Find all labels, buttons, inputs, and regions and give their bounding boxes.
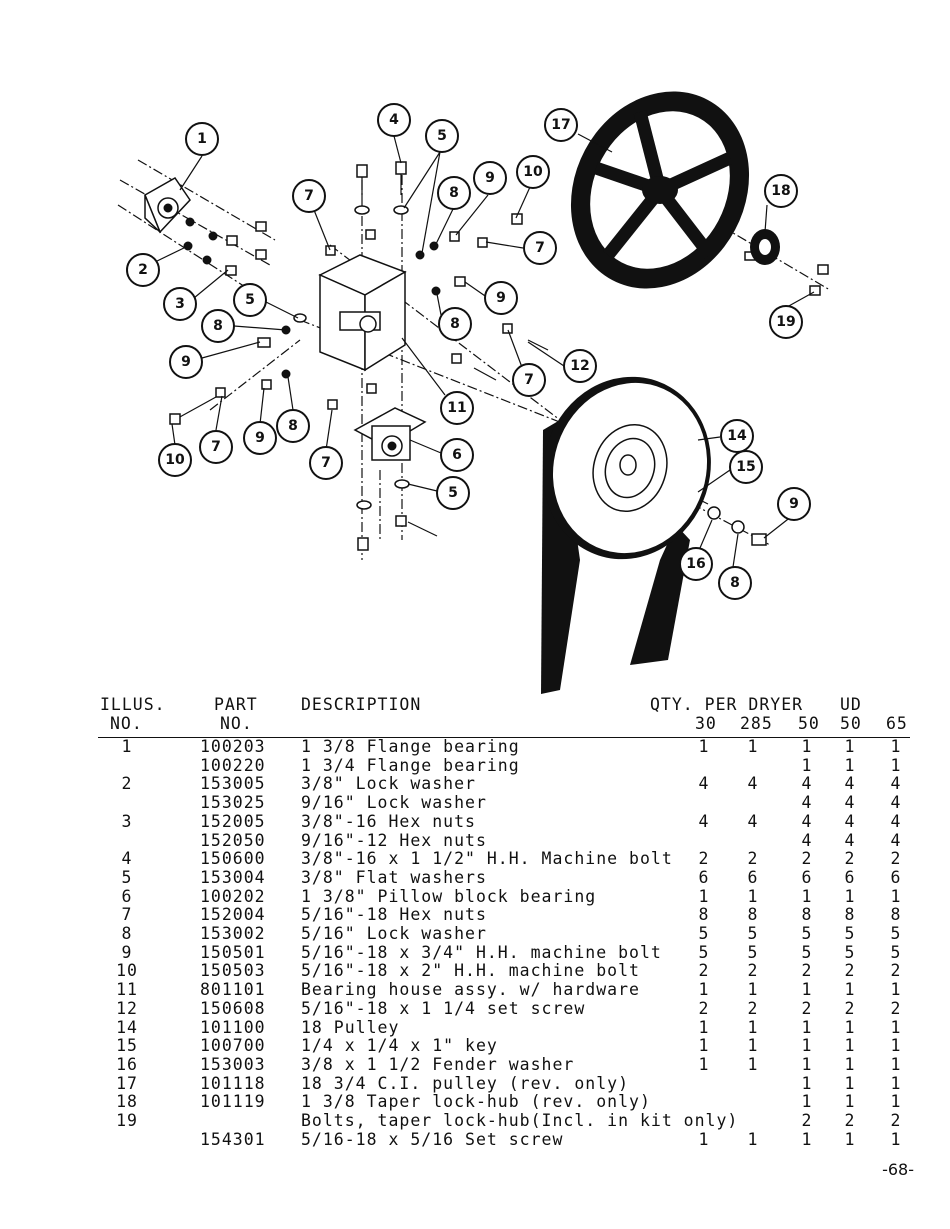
part-no-cell: 154301	[200, 1129, 266, 1149]
qty-ud-50-cell: 1	[844, 1017, 856, 1037]
qty-ud-50-cell: 5	[844, 942, 856, 962]
table-row	[98, 887, 918, 906]
qty-65-cell: 1	[890, 1129, 902, 1149]
flange-bearing-illustration	[145, 178, 190, 232]
qty-65-cell: 8	[890, 905, 902, 925]
qty-65-cell: 1	[890, 980, 902, 1000]
qty-ud-50-cell: 1	[844, 1054, 856, 1074]
callout-12	[564, 350, 596, 382]
callout-15	[730, 451, 762, 483]
description-cell: 1/4 x 1/4 x 1" key	[301, 1036, 498, 1056]
qty-ud-50-cell: 1	[844, 980, 856, 1000]
part-no-cell: 100700	[200, 1036, 266, 1056]
callout-9	[778, 488, 810, 520]
callout-17	[545, 109, 577, 141]
part-no-cell: 150501	[200, 942, 266, 962]
callout-label: 9	[181, 354, 191, 370]
part-no-cell: 100202	[200, 886, 266, 906]
description-cell: 5/16"-18 Hex nuts	[301, 905, 487, 925]
qty-ud-50-cell: 1	[844, 886, 856, 906]
description-cell: 3/8" Lock washer	[301, 774, 476, 794]
illus-no-cell: 10	[116, 961, 138, 981]
part-no-cell: 153002	[200, 924, 266, 943]
qty-285-cell: 1	[747, 1017, 759, 1037]
callout-8	[439, 308, 471, 340]
callout-5	[437, 477, 469, 509]
callout-10	[517, 156, 549, 188]
qty-30-cell: 1	[698, 1054, 710, 1074]
description-cell: 3/8"-16 Hex nuts	[301, 811, 476, 831]
description-cell: 3/8"-16 x 1 1/2" H.H. Machine bolt	[301, 849, 673, 869]
qty-65-cell: 4	[890, 811, 902, 831]
qty-50-cell: 4	[801, 811, 813, 831]
callout-7	[513, 364, 545, 396]
table-row	[98, 831, 918, 850]
callout-label: 7	[524, 372, 534, 388]
qty-65-cell: 1	[890, 737, 902, 756]
table-row	[98, 812, 918, 831]
callout-7	[310, 447, 342, 479]
callout-label: 2	[138, 262, 148, 278]
pillow-block-illustration	[355, 408, 425, 460]
illus-no-cell: 15	[116, 1036, 138, 1056]
callout-label: 8	[288, 418, 298, 434]
description-cell: Bearing house assy. w/ hardware	[301, 980, 640, 1000]
callout-7	[524, 232, 556, 264]
qty-50-cell: 1	[801, 1054, 813, 1074]
callout-14	[721, 420, 753, 452]
pulley-illustration	[520, 355, 735, 694]
qty-50-cell: 4	[801, 774, 813, 794]
description-cell: 5/16"-18 x 1 1/4 set screw	[301, 998, 586, 1018]
table-row	[98, 905, 918, 924]
description-cell: 1 3/8 Flange bearing	[301, 737, 520, 756]
cast-iron-pulley-illustration	[537, 60, 783, 320]
callout-label: 5	[448, 485, 458, 501]
qty-65-cell: 1	[890, 755, 902, 775]
qty-ud-50-cell: 1	[844, 1092, 856, 1112]
qty-285-cell: 1	[747, 1036, 759, 1056]
callout-6	[441, 439, 473, 471]
qty-30-cell: 8	[698, 905, 710, 925]
callout-7	[293, 180, 325, 212]
callout-label: 6	[452, 447, 462, 463]
callout-5	[234, 284, 266, 316]
qty-ud-50-cell: 4	[844, 774, 856, 794]
callout-label: 1	[197, 131, 207, 147]
description-cell: 3/8 x 1 1/2 Fender washer	[301, 1054, 575, 1074]
callout-9	[244, 422, 276, 454]
qty-50-cell: 4	[801, 830, 813, 850]
qty-65-cell: 1	[890, 1073, 902, 1093]
part-no-cell: 801101	[200, 980, 266, 1000]
callout-label: 9	[255, 430, 265, 446]
illus-no-cell: 19	[116, 1111, 138, 1130]
table-row	[98, 1018, 918, 1037]
callout-label: 5	[245, 292, 255, 308]
table-row	[98, 924, 918, 943]
part-no-cell: 153025	[200, 793, 266, 813]
qty-50-cell: 5	[801, 924, 813, 943]
header-illus-no: NO.	[110, 714, 143, 733]
callout-8	[438, 177, 470, 209]
illus-no-cell: 14	[116, 1017, 138, 1037]
header-part: PART	[214, 695, 258, 714]
header-col-50b: 50	[840, 714, 862, 733]
callout-label: 10	[523, 164, 543, 180]
description-cell: 18 3/4 C.I. pulley (rev. only)	[301, 1073, 630, 1093]
qty-ud-50-cell: 1	[844, 737, 856, 756]
description-cell: 1 3/4 Flange bearing	[301, 755, 520, 775]
qty-50-cell: 1	[801, 737, 813, 756]
header-description: DESCRIPTION	[301, 695, 422, 714]
table-row	[98, 1111, 918, 1130]
qty-285-cell: 4	[747, 811, 759, 831]
header-illus: ILLUS.	[100, 695, 166, 714]
description-cell: 5/16" Lock washer	[301, 924, 487, 943]
qty-285-cell: 1	[747, 886, 759, 906]
callout-9	[474, 162, 506, 194]
qty-50-cell: 4	[801, 793, 813, 813]
callout-label: 16	[686, 556, 706, 572]
qty-ud-50-cell: 4	[844, 830, 856, 850]
qty-285-cell: 5	[747, 942, 759, 962]
description-cell: 1 3/8 Taper lock-hub (rev. only)	[301, 1092, 651, 1112]
header-col-285: 285	[740, 714, 773, 733]
description-cell: 18 Pulley	[301, 1017, 400, 1037]
qty-50-cell: 1	[801, 1129, 813, 1149]
illus-no-cell: 18	[116, 1092, 138, 1112]
callout-label: 12	[570, 358, 590, 374]
qty-50-cell: 1	[801, 886, 813, 906]
callout-label: 8	[449, 185, 459, 201]
qty-30-cell: 5	[698, 942, 710, 962]
callout-19	[770, 306, 802, 338]
qty-50-cell: 1	[801, 755, 813, 775]
callout-label: 14	[727, 428, 747, 444]
description-cell: Bolts, taper lock-hub(Incl. in kit only)	[301, 1111, 739, 1130]
table-row	[98, 868, 918, 887]
callout-label: 15	[736, 459, 756, 475]
qty-50-cell: 2	[801, 961, 813, 981]
qty-65-cell: 1	[890, 886, 902, 906]
callout-label: 3	[175, 296, 185, 312]
illus-no-cell: 8	[121, 924, 133, 943]
callout-label: 9	[496, 290, 506, 306]
qty-285-cell: 1	[747, 737, 759, 756]
description-cell: 9/16" Lock washer	[301, 793, 487, 813]
callout-9	[170, 346, 202, 378]
callout-8	[719, 567, 751, 599]
illus-no-cell: 4	[121, 849, 133, 869]
qty-50-cell: 8	[801, 905, 813, 925]
qty-50-cell: 2	[801, 1111, 813, 1130]
callout-10	[159, 444, 191, 476]
table-row	[98, 943, 918, 962]
callout-label: 19	[776, 314, 796, 330]
qty-30-cell: 1	[698, 1017, 710, 1037]
qty-65-cell: 4	[890, 830, 902, 850]
qty-ud-50-cell: 4	[844, 793, 856, 813]
qty-30-cell: 2	[698, 849, 710, 869]
qty-65-cell: 2	[890, 1111, 902, 1130]
callout-label: 7	[211, 439, 221, 455]
table-row	[98, 961, 918, 980]
table-row	[98, 1055, 918, 1074]
callout-label: 9	[789, 496, 799, 512]
qty-65-cell: 1	[890, 1017, 902, 1037]
table-row	[98, 1036, 918, 1055]
page-number: -68-	[882, 1160, 914, 1179]
header-col-65: 65	[886, 714, 908, 733]
callout-label: 8	[213, 318, 223, 334]
header-col-50a: 50	[798, 714, 820, 733]
illus-no-cell: 9	[121, 942, 133, 962]
qty-50-cell: 6	[801, 867, 813, 887]
qty-30-cell: 2	[698, 961, 710, 981]
qty-ud-50-cell: 6	[844, 867, 856, 887]
callout-label: 5	[437, 128, 447, 144]
part-no-cell: 101119	[200, 1092, 266, 1112]
table-row	[98, 980, 918, 999]
description-cell: 5/16"-18 x 3/4" H.H. machine bolt	[301, 942, 662, 962]
illus-no-cell: 1	[121, 737, 133, 756]
header-part-no: NO.	[220, 714, 253, 733]
callout-label: 11	[447, 400, 467, 416]
illus-no-cell: 3	[121, 811, 133, 831]
qty-30-cell: 1	[698, 737, 710, 756]
qty-65-cell: 5	[890, 924, 902, 943]
callout-8	[202, 310, 234, 342]
table-row	[98, 999, 918, 1018]
qty-285-cell: 2	[747, 961, 759, 981]
qty-ud-50-cell: 2	[844, 998, 856, 1018]
description-cell: 9/16"-12 Hex nuts	[301, 830, 487, 850]
qty-30-cell: 4	[698, 811, 710, 831]
qty-30-cell: 1	[698, 1129, 710, 1149]
illus-no-cell: 5	[121, 867, 133, 887]
qty-30-cell: 1	[698, 980, 710, 1000]
qty-285-cell: 4	[747, 774, 759, 794]
qty-50-cell: 2	[801, 998, 813, 1018]
qty-65-cell: 4	[890, 774, 902, 794]
callout-label: 10	[165, 452, 185, 468]
qty-ud-50-cell: 5	[844, 924, 856, 943]
part-no-cell: 152004	[200, 905, 266, 925]
qty-65-cell: 2	[890, 998, 902, 1018]
callout-label: 17	[551, 117, 571, 133]
qty-30-cell: 5	[698, 924, 710, 943]
qty-30-cell: 6	[698, 867, 710, 887]
callout-1	[186, 123, 218, 155]
qty-285-cell: 2	[747, 849, 759, 869]
qty-65-cell: 1	[890, 1092, 902, 1112]
description-cell: 5/16-18 x 5/16 Set screw	[301, 1129, 564, 1149]
callout-label: 18	[771, 183, 791, 199]
qty-65-cell: 1	[890, 1036, 902, 1056]
qty-65-cell: 2	[890, 849, 902, 869]
qty-ud-50-cell: 2	[844, 961, 856, 981]
qty-65-cell: 6	[890, 867, 902, 887]
part-no-cell: 153003	[200, 1054, 266, 1074]
table-row	[98, 793, 918, 812]
header-col-30: 30	[695, 714, 717, 733]
callout-label: 7	[304, 188, 314, 204]
callout-5	[426, 120, 458, 152]
qty-50-cell: 2	[801, 849, 813, 869]
qty-30-cell: 1	[698, 886, 710, 906]
description-cell: 3/8" Flat washers	[301, 867, 487, 887]
table-row	[98, 1092, 918, 1111]
qty-285-cell: 1	[747, 1129, 759, 1149]
header-ud: UD	[840, 695, 862, 714]
illus-no-cell: 6	[121, 886, 133, 906]
part-no-cell: 152050	[200, 830, 266, 850]
qty-50-cell: 5	[801, 942, 813, 962]
callout-16	[680, 548, 712, 580]
part-no-cell: 150608	[200, 998, 266, 1018]
callout-18	[765, 175, 797, 207]
qty-ud-50-cell: 1	[844, 755, 856, 775]
qty-50-cell: 1	[801, 1017, 813, 1037]
qty-285-cell: 8	[747, 905, 759, 925]
part-no-cell: 152005	[200, 811, 266, 831]
qty-65-cell: 1	[890, 1054, 902, 1074]
qty-ud-50-cell: 8	[844, 905, 856, 925]
part-no-cell: 153004	[200, 867, 266, 887]
qty-ud-50-cell: 1	[844, 1036, 856, 1056]
table-row	[98, 849, 918, 868]
qty-50-cell: 1	[801, 1092, 813, 1112]
header-qty-per-dryer: QTY. PER DRYER	[650, 695, 804, 714]
qty-285-cell: 6	[747, 867, 759, 887]
table-row	[98, 1074, 918, 1093]
qty-285-cell: 2	[747, 998, 759, 1018]
qty-65-cell: 5	[890, 942, 902, 962]
description-cell: 1 3/8" Pillow block bearing	[301, 886, 597, 906]
callout-9	[485, 282, 517, 314]
qty-50-cell: 1	[801, 980, 813, 1000]
qty-50-cell: 1	[801, 1036, 813, 1056]
table-row	[98, 1130, 918, 1149]
illus-no-cell: 2	[121, 774, 133, 794]
part-no-cell: 101100	[200, 1017, 266, 1037]
table-row	[98, 737, 918, 756]
callout-label: 7	[321, 455, 331, 471]
callout-label: 8	[450, 316, 460, 332]
qty-ud-50-cell: 2	[844, 849, 856, 869]
part-no-cell: 150503	[200, 961, 266, 981]
part-no-cell: 153005	[200, 774, 266, 794]
illus-no-cell: 12	[116, 998, 138, 1018]
callout-3	[164, 288, 196, 320]
description-cell: 5/16"-18 x 2" H.H. machine bolt	[301, 961, 640, 981]
callout-2	[127, 254, 159, 286]
part-no-cell: 100203	[200, 737, 266, 756]
callout-label: 9	[485, 170, 495, 186]
part-no-cell: 150600	[200, 849, 266, 869]
qty-285-cell: 1	[747, 980, 759, 1000]
illus-no-cell: 7	[121, 905, 133, 925]
qty-65-cell: 2	[890, 961, 902, 981]
illus-no-cell: 16	[116, 1054, 138, 1074]
illus-no-cell: 11	[116, 980, 138, 1000]
qty-285-cell: 1	[747, 1054, 759, 1074]
illus-no-cell: 17	[116, 1073, 138, 1093]
callout-label: 7	[535, 240, 545, 256]
table-row	[98, 774, 918, 793]
part-no-cell: 100220	[200, 755, 266, 775]
callout-4	[378, 104, 410, 136]
table-row	[98, 756, 918, 775]
qty-ud-50-cell: 1	[844, 1073, 856, 1093]
part-no-cell: 101118	[200, 1073, 266, 1093]
callout-11	[441, 392, 473, 424]
qty-285-cell: 5	[747, 924, 759, 943]
callout-8	[277, 410, 309, 442]
callout-7	[200, 431, 232, 463]
qty-30-cell: 4	[698, 774, 710, 794]
taper-lock-hub-illustration	[750, 229, 780, 265]
callout-label: 4	[389, 112, 399, 128]
callout-label: 8	[730, 575, 740, 591]
qty-ud-50-cell: 4	[844, 811, 856, 831]
qty-ud-50-cell: 2	[844, 1111, 856, 1130]
qty-30-cell: 1	[698, 1036, 710, 1056]
qty-30-cell: 2	[698, 998, 710, 1018]
qty-ud-50-cell: 1	[844, 1129, 856, 1149]
bearing-house-illustration	[320, 255, 405, 370]
qty-50-cell: 1	[801, 1073, 813, 1093]
qty-65-cell: 4	[890, 793, 902, 813]
